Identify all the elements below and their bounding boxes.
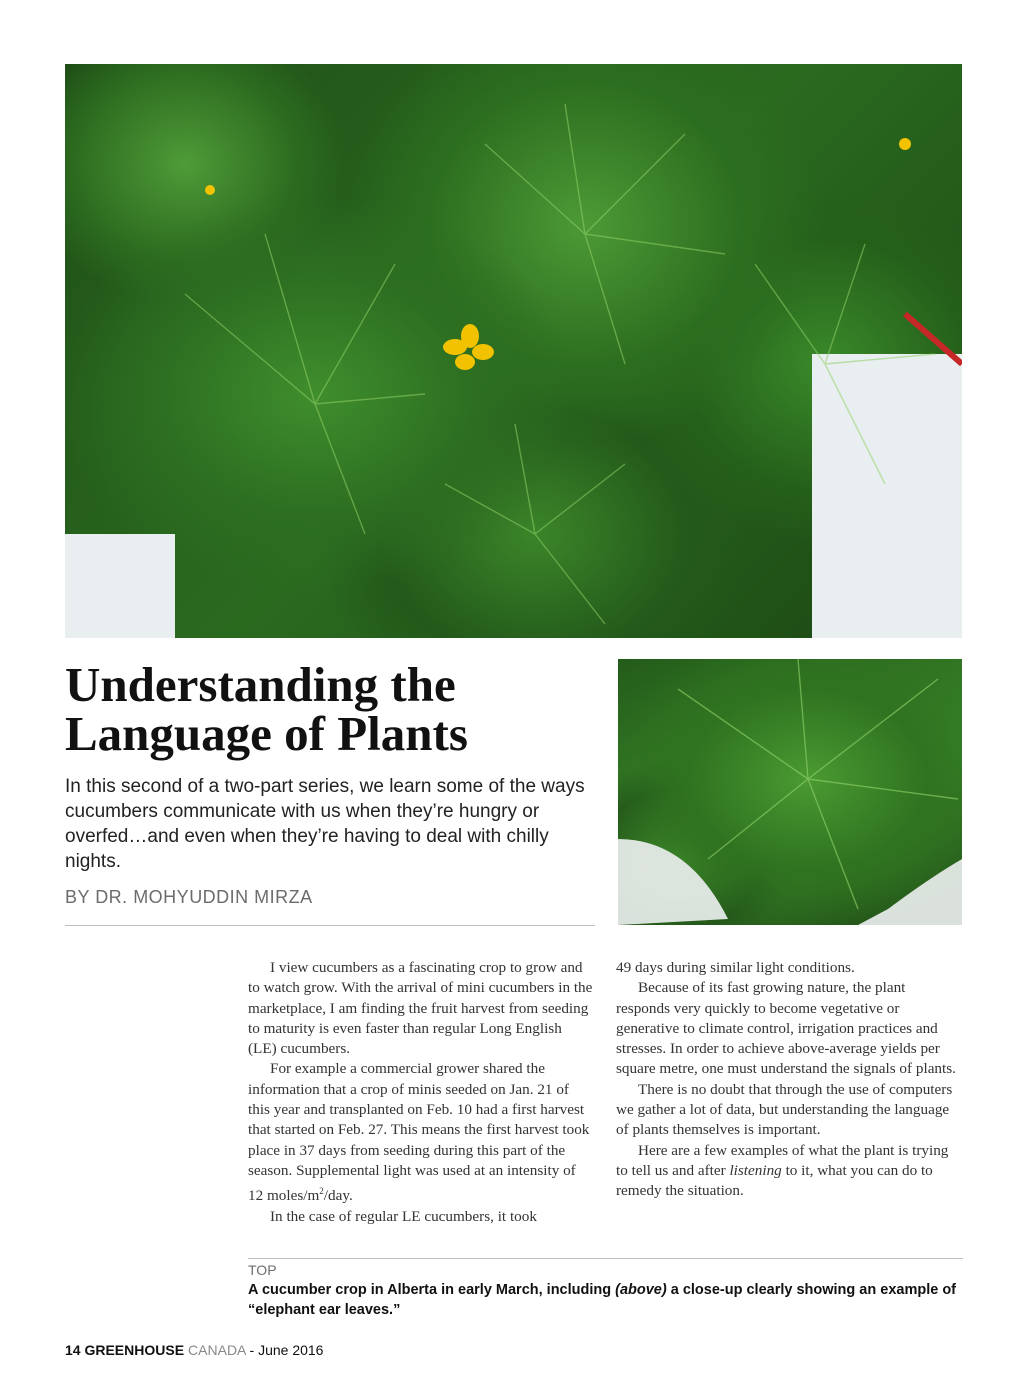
divider — [65, 925, 595, 926]
article-dek: In this second of a two-part series, we learn some of the ways cucumbers communicate with us when they’re hungry or overfed…and even when they’re having to deal with chilly nights. — [65, 776, 585, 872]
photo-caption: A cucumber crop in Alberta in early March, including (above) a close-up clearly showing an example of “elephant ear leaves.” — [248, 1282, 957, 1318]
article-title-line2: Language of Plants — [65, 706, 468, 761]
caption-label: TOP — [248, 1262, 277, 1278]
paragraph: Because of its fast growing nature, the plant responds very quickly to become vegetative or generative to climate control, irrigation practices and stresses. In order to achieve above-average yields per square metre, one must understand the signals of plants. — [616, 979, 956, 1078]
paragraph: There is no doubt that through the use of computers we gather a lot of data, but understanding the language of plants themselves is important. — [616, 1080, 953, 1139]
paragraph: Here are a few examples of what the plant is trying to tell us and after listening to it, what you can do to remedy the situation. — [616, 1141, 949, 1200]
article-title — [65, 657, 605, 761]
cucumber-flower — [443, 324, 494, 370]
paragraph: I view cucumbers as a fascinating crop to grow and to watch grow. With the arrival of mini cucumbers in the marketplace, I am finding the fruit harvest from seeding to maturity is even faster than regular Long English (LE) cucumbers. — [248, 959, 593, 1058]
leaf-illustration — [65, 64, 962, 638]
closeup-photo-elephant-ear-leaf — [618, 659, 962, 925]
article-byline: BY DR. MOHYUDDIN MIRZA — [65, 887, 313, 907]
body-column-2 — [616, 958, 961, 1202]
paragraph: 49 days during similar light conditions. — [616, 959, 855, 976]
article-title-line1: Understanding the — [65, 657, 456, 712]
paragraph: In the case of regular LE cucumbers, it took — [270, 1207, 537, 1225]
hero-photo-cucumber-crop — [65, 64, 962, 638]
page-footer — [65, 1342, 323, 1358]
page-number: 14 — [65, 1342, 81, 1358]
magazine-name-country: CANADA — [188, 1342, 246, 1358]
body-column-1 — [248, 958, 593, 1227]
caption-divider — [248, 1258, 963, 1259]
paragraph: For example a commercial grower shared the information that a crop of minis seeded on Jan. 21 of this year and transplanted on Feb. 10 had a first harvest that started on Feb. 27. This means the first harvest took place in 37 days from seeding during this part of the season. Supplemental light was used at an intensity of 12 moles/$m^2$/day. — [248, 1060, 590, 1205]
issue-date: - June 2016 — [249, 1342, 324, 1358]
leaf-veins — [618, 659, 962, 925]
magazine-name: GREENHOUSE — [84, 1342, 185, 1358]
